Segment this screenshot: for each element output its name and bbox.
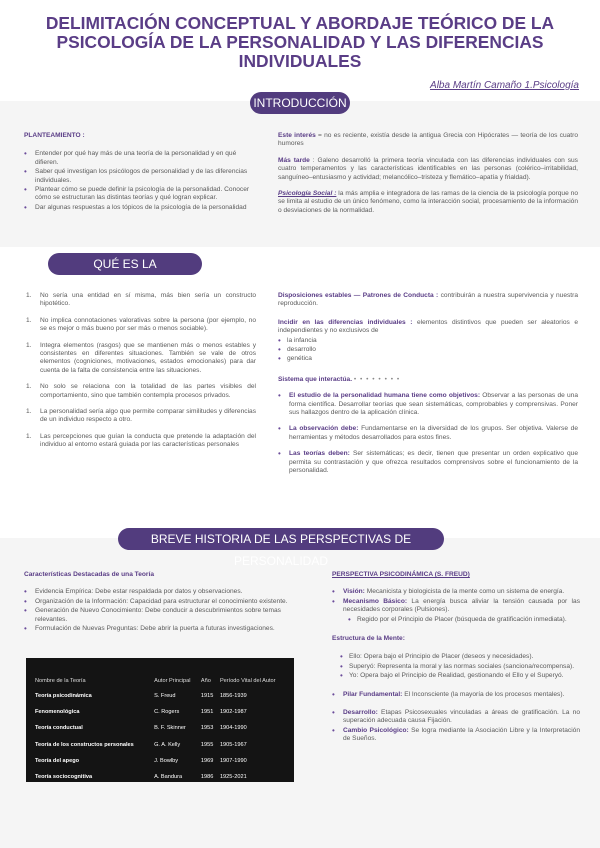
item-number: 1. xyxy=(26,316,32,324)
list-item xyxy=(278,425,578,442)
table-cell: S. Freud xyxy=(154,693,176,700)
mas-tarde-text: : Galeno desarrolló la primera teoría vinculada con las diferencias individuales con sus cuatro temperamentos y las características identificables en las personas (colérico–irritabilidad, sanguíneo–entusiasmo y actividad; melancólico–tristeza y flemático–apatía y frialdad). xyxy=(278,156,578,181)
table-cell: 1953 xyxy=(200,725,214,732)
interes-label: Este interés xyxy=(278,132,316,139)
item-text: Integra elementos (rasgos) que se mantienen más o menos estables y consistentes en diferentes situaciones. También se vale de otros elementos (cogniciones, motivaciones, estados emocionales) para dar cuenta de la falta de consistencia entre las situaciones. xyxy=(40,341,256,374)
item-text: No sería una entidad en sí misma, más bien sería un constructo hipotético. xyxy=(40,292,256,308)
table-cell: 1905-1967 xyxy=(219,741,247,748)
item-text: No implica connotaciones valorativas sobre la persona (por ejemplo, no se es mejor o más bueno por ser más o menos sociable). xyxy=(40,316,256,333)
estructura-list xyxy=(340,653,580,680)
list-item: • Generación de Nuevo Conocimiento: Debe conducir a descubrimientos sobre temas relevantes. xyxy=(24,607,314,624)
list-item: • genética xyxy=(278,355,578,363)
disposiciones-paragraph xyxy=(278,292,578,309)
item-number: 1. xyxy=(26,432,32,440)
list-item xyxy=(26,408,256,425)
item-label: El estudio de la personalidad humana tiene como objetivos: xyxy=(289,392,481,400)
historia-banner: BREVE HISTORIA DE LAS PERSPECTIVAS DE PERSONALIDAD xyxy=(118,528,444,550)
item-text: La personalidad sería algo que permite comparar similitudes y diferencias de un individuo respecto a otro. xyxy=(40,408,256,424)
diferencias-paragraph xyxy=(278,319,578,336)
item-number: 1. xyxy=(26,383,32,391)
item-label: Pilar Fundamental: xyxy=(343,690,403,698)
table-cell: 1915 xyxy=(200,693,214,700)
sistema-list xyxy=(278,392,578,475)
table-cell: 1955 xyxy=(200,741,214,748)
item-label: Desarrollo: xyxy=(343,709,378,717)
author: Alba Martín Camaño 1.Psicología xyxy=(430,80,579,91)
personalidad-banner: QUÉ ES LA PERSONALIDAD xyxy=(48,253,202,275)
diferencias-label: Incidir en las diferencias individuales : xyxy=(278,318,413,326)
item-text: Etapas Psicosexuales vinculadas a áreas de gratificación. La no superación adecuada causa Fijación. xyxy=(343,709,580,725)
page-title: DELIMITACIÓN CONCEPTUAL Y ABORDAJE TEÓRICO DE LA PSICOLOGÍA DE LA PERSONALIDAD Y LAS DIFERENCIAS INDIVIDUALES xyxy=(45,13,555,71)
list-item: • Formulación de Nuevas Preguntas: Debe abrir la puerta a futuras investigaciones. xyxy=(24,625,314,633)
table-cell: 1951 xyxy=(200,709,214,716)
psico-more-list xyxy=(332,691,580,744)
item-text: No solo se relaciona con la totalidad de las partes visibles del comportamiento, sino que también contempla procesos privados. xyxy=(40,383,256,399)
table-cell: Teoría del apego xyxy=(35,757,80,764)
list-item: • Dar algunas respuestas a los tópicos de la psicología de la personalidad xyxy=(24,204,254,212)
psico-label: PERSPECTIVA PSICODINÁMICA (S. FREUD) xyxy=(332,571,470,578)
item-text: Observar a las personas de una forma científica. Desarrollar teorías que sean sistemáticas, comprobables y comprensivas. Poner sus hallazgos dentro de la aplicación clínica. xyxy=(289,392,578,417)
historia-left xyxy=(24,571,314,634)
list-item xyxy=(278,392,578,417)
list-item xyxy=(332,727,580,744)
caracteristicas-list xyxy=(24,588,314,633)
sistema-dots: • • • • • • • • xyxy=(353,375,401,383)
list-item: • Regido por el Principio de Placer (búsqueda de gratificación inmediata). xyxy=(348,616,580,624)
table-cell: B. F. Skinner xyxy=(154,725,186,732)
disposiciones-label: Disposiciones estables — Patrones de Conducta : xyxy=(278,292,439,299)
list-item xyxy=(332,691,580,699)
sistema-label: Sistema que interactúa. xyxy=(278,375,353,383)
caracteristicas-label: Características Destacadas de una Teoría xyxy=(24,571,154,578)
interes-text: = no es reciente, existía desde la antigua Grecia con Hipócrates — teoría de los cuatro humores xyxy=(278,132,578,148)
table-row xyxy=(33,769,287,785)
table-cell: C. Rogers xyxy=(154,709,180,716)
item-number: 1. xyxy=(26,408,32,416)
disposiciones-text: contribuirán a nuestra supervivencia y nuestra reproducción. xyxy=(278,292,578,308)
list-item: • Superyó: Representa la moral y las normas sociales (sanciona/recompensa). xyxy=(340,663,580,671)
psico-sublist xyxy=(348,616,580,624)
diferencias-text: elementos distintivos que pueden ser aleatorios e independientes y no exclusivos de xyxy=(278,318,578,335)
theories-table xyxy=(33,674,287,785)
list-item: • Evidencia Empírica: Debe estar respaldada por datos y observaciones. xyxy=(24,588,314,596)
item-text: El Inconsciente (la mayoría de los procesos mentales). xyxy=(402,690,565,698)
list-item: • Ello: Opera bajo el Principio de Placer (deseos y necesidades). xyxy=(340,653,580,661)
interes-paragraph xyxy=(278,132,578,149)
intro-banner: INTRODUCCIÓN xyxy=(250,92,350,114)
social-label: Psicología Social : xyxy=(278,190,337,198)
psico-list xyxy=(332,588,580,614)
item-number: 1. xyxy=(26,292,32,299)
item-text: La energía busca aliviar la tensión causada por las necesidades corporales (Pulsiones). xyxy=(343,597,580,614)
item-text: Las percepciones que guían la conducta que pretende la adaptación del individuo al entorno estará guiada por las características personales xyxy=(40,432,256,449)
list-item: • Plantear cómo se puede definir la psicología de la personalidad. Conocer cómo se estructuran las distintas teorías y qué logran explicar. xyxy=(24,186,254,203)
table-cell: 1902-1987 xyxy=(219,709,247,716)
social-paragraph xyxy=(278,190,578,215)
table-cell: 1907-1990 xyxy=(219,757,247,764)
item-label: Visión: xyxy=(343,588,365,596)
table-row xyxy=(33,753,287,769)
item-text: Ser sistemáticas; es decir, tienen que presentar un orden explicativo que permita su contrastación y que ofrezca resultados comprensivos sobre el funcionamiento de la personalidad. xyxy=(289,450,578,475)
list-item: • Saber qué investigan los psicólogos de personalidad y de las diferencias individuales. xyxy=(24,168,254,185)
table-cell: Teoría psicodinámica xyxy=(35,693,92,700)
table-row xyxy=(33,737,287,753)
social-text: la más amplia e integradora de las ramas de la ciencia de la psicología porque no se limita al estudio de un único fenómeno, como la interacción social, procesamiento de la información o desviaciones de la normalidad. xyxy=(278,190,578,214)
table-cell: Teoría conductual xyxy=(35,725,83,732)
mas-tarde-paragraph xyxy=(278,157,578,182)
table-row xyxy=(33,688,287,704)
table-header: Año xyxy=(200,678,211,684)
sistema-paragraph xyxy=(278,376,578,384)
list-item xyxy=(332,709,580,726)
list-item: • la infancia xyxy=(278,337,578,345)
table-cell: G. A. Kelly xyxy=(154,741,181,748)
table-cell: 1986 xyxy=(200,774,214,781)
table-cell: A. Bandura xyxy=(154,774,183,781)
list-item xyxy=(26,317,256,334)
table-row xyxy=(33,720,287,736)
list-item xyxy=(332,598,580,615)
personalidad-right xyxy=(278,292,578,477)
table-cell: Fenomenológica xyxy=(35,709,80,716)
intro-left xyxy=(24,132,254,213)
item-label: Las teorías deben: xyxy=(289,450,350,458)
table-cell: 1904-1990 xyxy=(219,725,247,732)
item-label: Mecanismo Básico: xyxy=(343,597,408,605)
table-header-row xyxy=(33,674,287,688)
diferencias-list xyxy=(278,337,578,364)
personalidad-list xyxy=(26,292,256,457)
table-cell: Teoría de los constructos personales xyxy=(35,741,134,748)
item-number: 1. xyxy=(26,341,32,349)
item-label: Cambio Psicológico: xyxy=(343,726,409,734)
list-item xyxy=(278,450,578,475)
intro-right xyxy=(278,132,578,215)
table-cell: 1925-2021 xyxy=(219,774,247,781)
item-text: Mecanicista y biologicista de la mente como un sistema de energía. xyxy=(364,588,565,596)
list-item xyxy=(332,588,580,596)
item-text: Se logra mediante la Asociación Libre y la Interpretación de Sueños. xyxy=(343,726,581,743)
item-text: Fundamentarse en la diversidad de los grupos. Ser objetiva. Valerse de herramientas y métodos desarrollados para estos fines. xyxy=(289,425,578,441)
table-row xyxy=(33,704,287,720)
item-label: La observación debe: xyxy=(289,425,359,433)
table-header: Autor Principal xyxy=(154,678,191,684)
table-cell: 1969 xyxy=(200,757,214,764)
theories-table-panel xyxy=(26,658,294,782)
estructura-label: Estructura de la Mente: xyxy=(332,635,405,643)
table-header: Nombre de la Teoría xyxy=(35,678,86,684)
list-item: • desarrollo xyxy=(278,346,578,354)
list-item xyxy=(26,433,256,450)
list-item xyxy=(26,292,256,309)
table-header: Período Vital del Autor xyxy=(219,678,276,684)
table-cell: 1856-1939 xyxy=(219,693,247,700)
list-item xyxy=(26,383,256,400)
list-item: • Organización de la Información: Capacidad para estructurar el conocimiento existente. xyxy=(24,598,314,606)
list-item: • Entender por qué hay más de una teoría de la personalidad y en qué difieren. xyxy=(24,150,254,167)
table-cell: J. Bowlby xyxy=(154,757,179,764)
historia-right xyxy=(332,571,580,745)
planteamiento-list xyxy=(24,150,254,212)
planteamiento-label: PLANTEAMIENTO : xyxy=(24,132,85,139)
list-item xyxy=(26,342,256,376)
table-cell: Teoría sociocognitiva xyxy=(35,774,93,781)
mas-tarde-label: Más tarde xyxy=(278,156,310,164)
list-item: • Yo: Opera bajo el Principio de Realidad, gestionando el Ello y el Superyó. xyxy=(340,672,580,680)
